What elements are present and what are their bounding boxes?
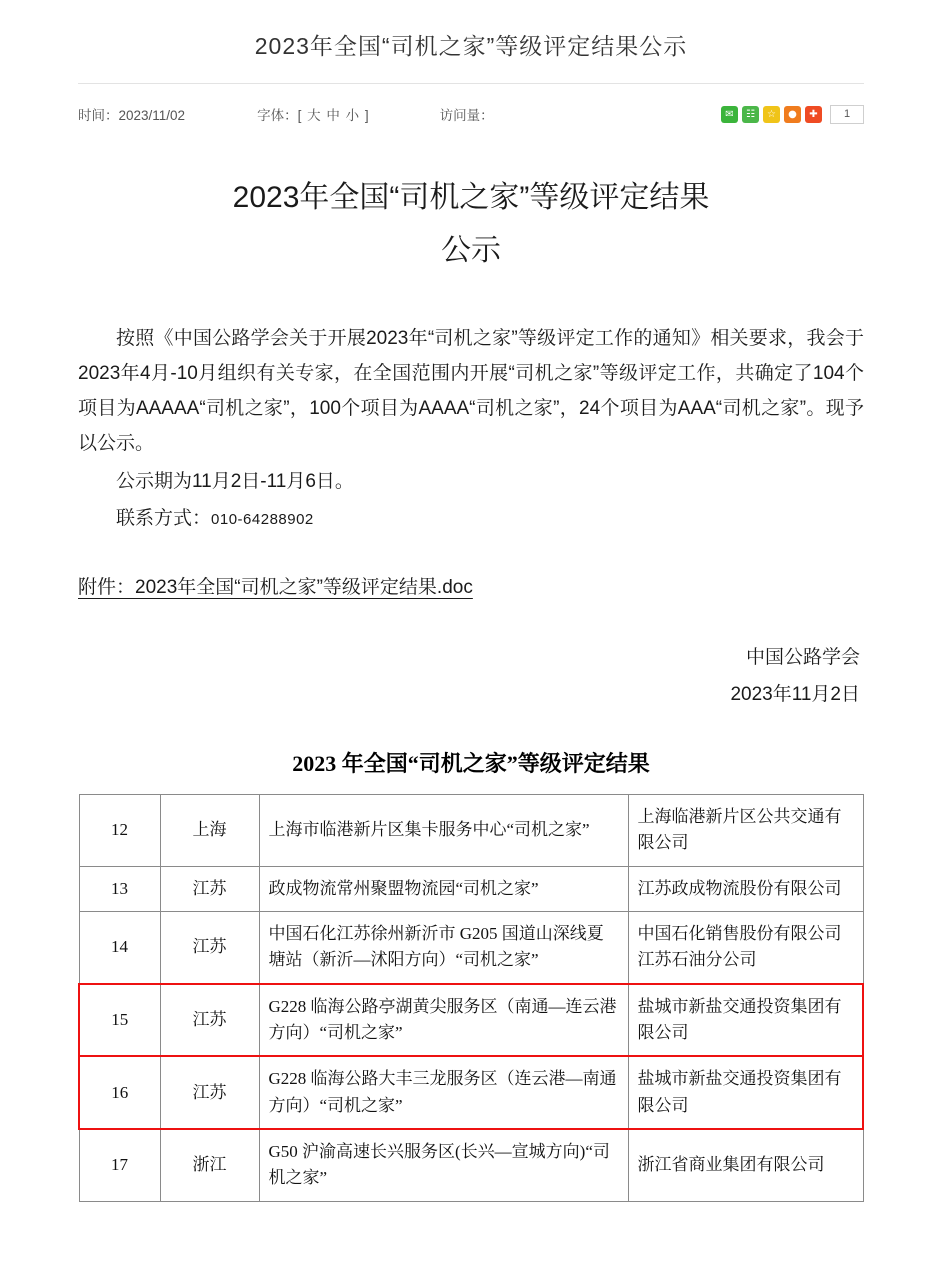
table-row — [79, 866, 863, 911]
signature-block — [78, 639, 864, 713]
share-green-icon[interactable]: ☷ — [742, 106, 759, 123]
row-name: G50 沪渝高速长兴服务区(长兴—宣城方向)“司机之家” — [259, 1129, 628, 1201]
row-province: 江苏 — [160, 866, 259, 911]
row-org: 浙江省商业集团有限公司 — [628, 1129, 863, 1201]
row-org: 上海临港新片区公共交通有限公司 — [628, 794, 863, 866]
row-province: 浙江 — [160, 1129, 259, 1201]
table-row — [79, 911, 863, 983]
article — [0, 172, 942, 1202]
publish-time-label: 时间： — [78, 108, 119, 123]
signer-name: 中国公路学会 — [745, 646, 860, 668]
share-red-icon[interactable]: ✚ — [805, 106, 822, 123]
document-heading — [118, 172, 824, 277]
row-index: 15 — [79, 984, 160, 1057]
contact-label: 联系方式： — [116, 507, 212, 529]
row-org: 盐城市新盐交通投资集团有限公司 — [628, 1056, 863, 1129]
share-group[interactable] — [721, 105, 864, 124]
contact-line — [78, 501, 864, 536]
table-row — [79, 1129, 863, 1201]
document-heading-line2: 公示 — [441, 233, 501, 267]
share-yellow-icon[interactable]: ☆ — [763, 106, 780, 123]
result-table-body — [79, 794, 863, 1201]
page-title: 2023年全国“司机之家”等级评定结果公示 — [254, 33, 688, 59]
paragraph-2: 公示期为11月2日-11月6日。 — [116, 470, 354, 492]
document-heading-line1: 2023年全国“司机之家”等级评定结果 — [232, 181, 710, 214]
row-name: 政成物流常州聚盟物流园“司机之家” — [259, 866, 628, 911]
row-province: 江苏 — [160, 1056, 259, 1129]
row-name: 中国石化江苏徐州新沂市 G205 国道山深线夏塘站（新沂—沭阳方向）“司机之家” — [259, 911, 628, 983]
publish-time — [78, 104, 185, 124]
signer-date: 2023年11月2日 — [730, 683, 860, 705]
document-body — [78, 321, 864, 536]
font-size-options[interactable]: [ 大 中 小 ] — [297, 108, 370, 123]
table-title: 2023 年全国“司机之家”等级评定结果 — [292, 750, 650, 776]
table-row-highlighted — [79, 984, 863, 1057]
row-org: 中国石化销售股份有限公司江苏石油分公司 — [628, 911, 863, 983]
publish-time-value: 2023/11/02 — [118, 108, 186, 123]
row-org: 江苏政成物流股份有限公司 — [628, 866, 863, 911]
share-orange-icon[interactable]: ● — [784, 106, 801, 123]
meta-bar — [0, 84, 942, 138]
contact-phone: 010-64288902 — [211, 510, 314, 528]
row-org: 盐城市新盐交通投资集团有限公司 — [628, 984, 863, 1057]
row-index: 14 — [79, 911, 160, 983]
visits-label: 访问量： — [439, 108, 494, 123]
row-name: G228 临海公路亭湖黄尖服务区（南通—连云港方向）“司机之家” — [259, 984, 628, 1057]
font-size-control[interactable] — [257, 104, 370, 124]
result-table — [78, 794, 864, 1202]
table-row-highlighted — [79, 1056, 863, 1129]
row-province: 江苏 — [160, 911, 259, 983]
font-size-label: 字体： — [257, 108, 298, 123]
row-province: 江苏 — [160, 984, 259, 1057]
row-name: 上海市临港新片区集卡服务中心“司机之家” — [259, 794, 628, 866]
row-province: 上海 — [160, 794, 259, 866]
wechat-icon[interactable]: ✉ — [721, 106, 738, 123]
row-index: 12 — [79, 794, 160, 866]
visit-count: 1 — [830, 105, 864, 124]
table-row — [79, 794, 863, 866]
row-index: 17 — [79, 1129, 160, 1201]
attachment-link[interactable]: 附件：2023年全国“司机之家”等级评定结果.doc — [78, 576, 473, 598]
row-name: G228 临海公路大丰三龙服务区（连云港—南通方向）“司机之家” — [259, 1056, 628, 1129]
paragraph-1: 按照《中国公路学会关于开展2023年“司机之家”等级评定工作的通知》相关要求，我会于2023年4月-10月组织有关专家，在全国范围内开展“司机之家”等级评定工作，共确定了104个项目为AAAAA“司机之家”，100个项目为AAAA“司机之家”，24个项目为AAA“司机之家”。现予以公示。 — [78, 328, 864, 455]
row-index: 16 — [79, 1056, 160, 1129]
row-index: 13 — [79, 866, 160, 911]
